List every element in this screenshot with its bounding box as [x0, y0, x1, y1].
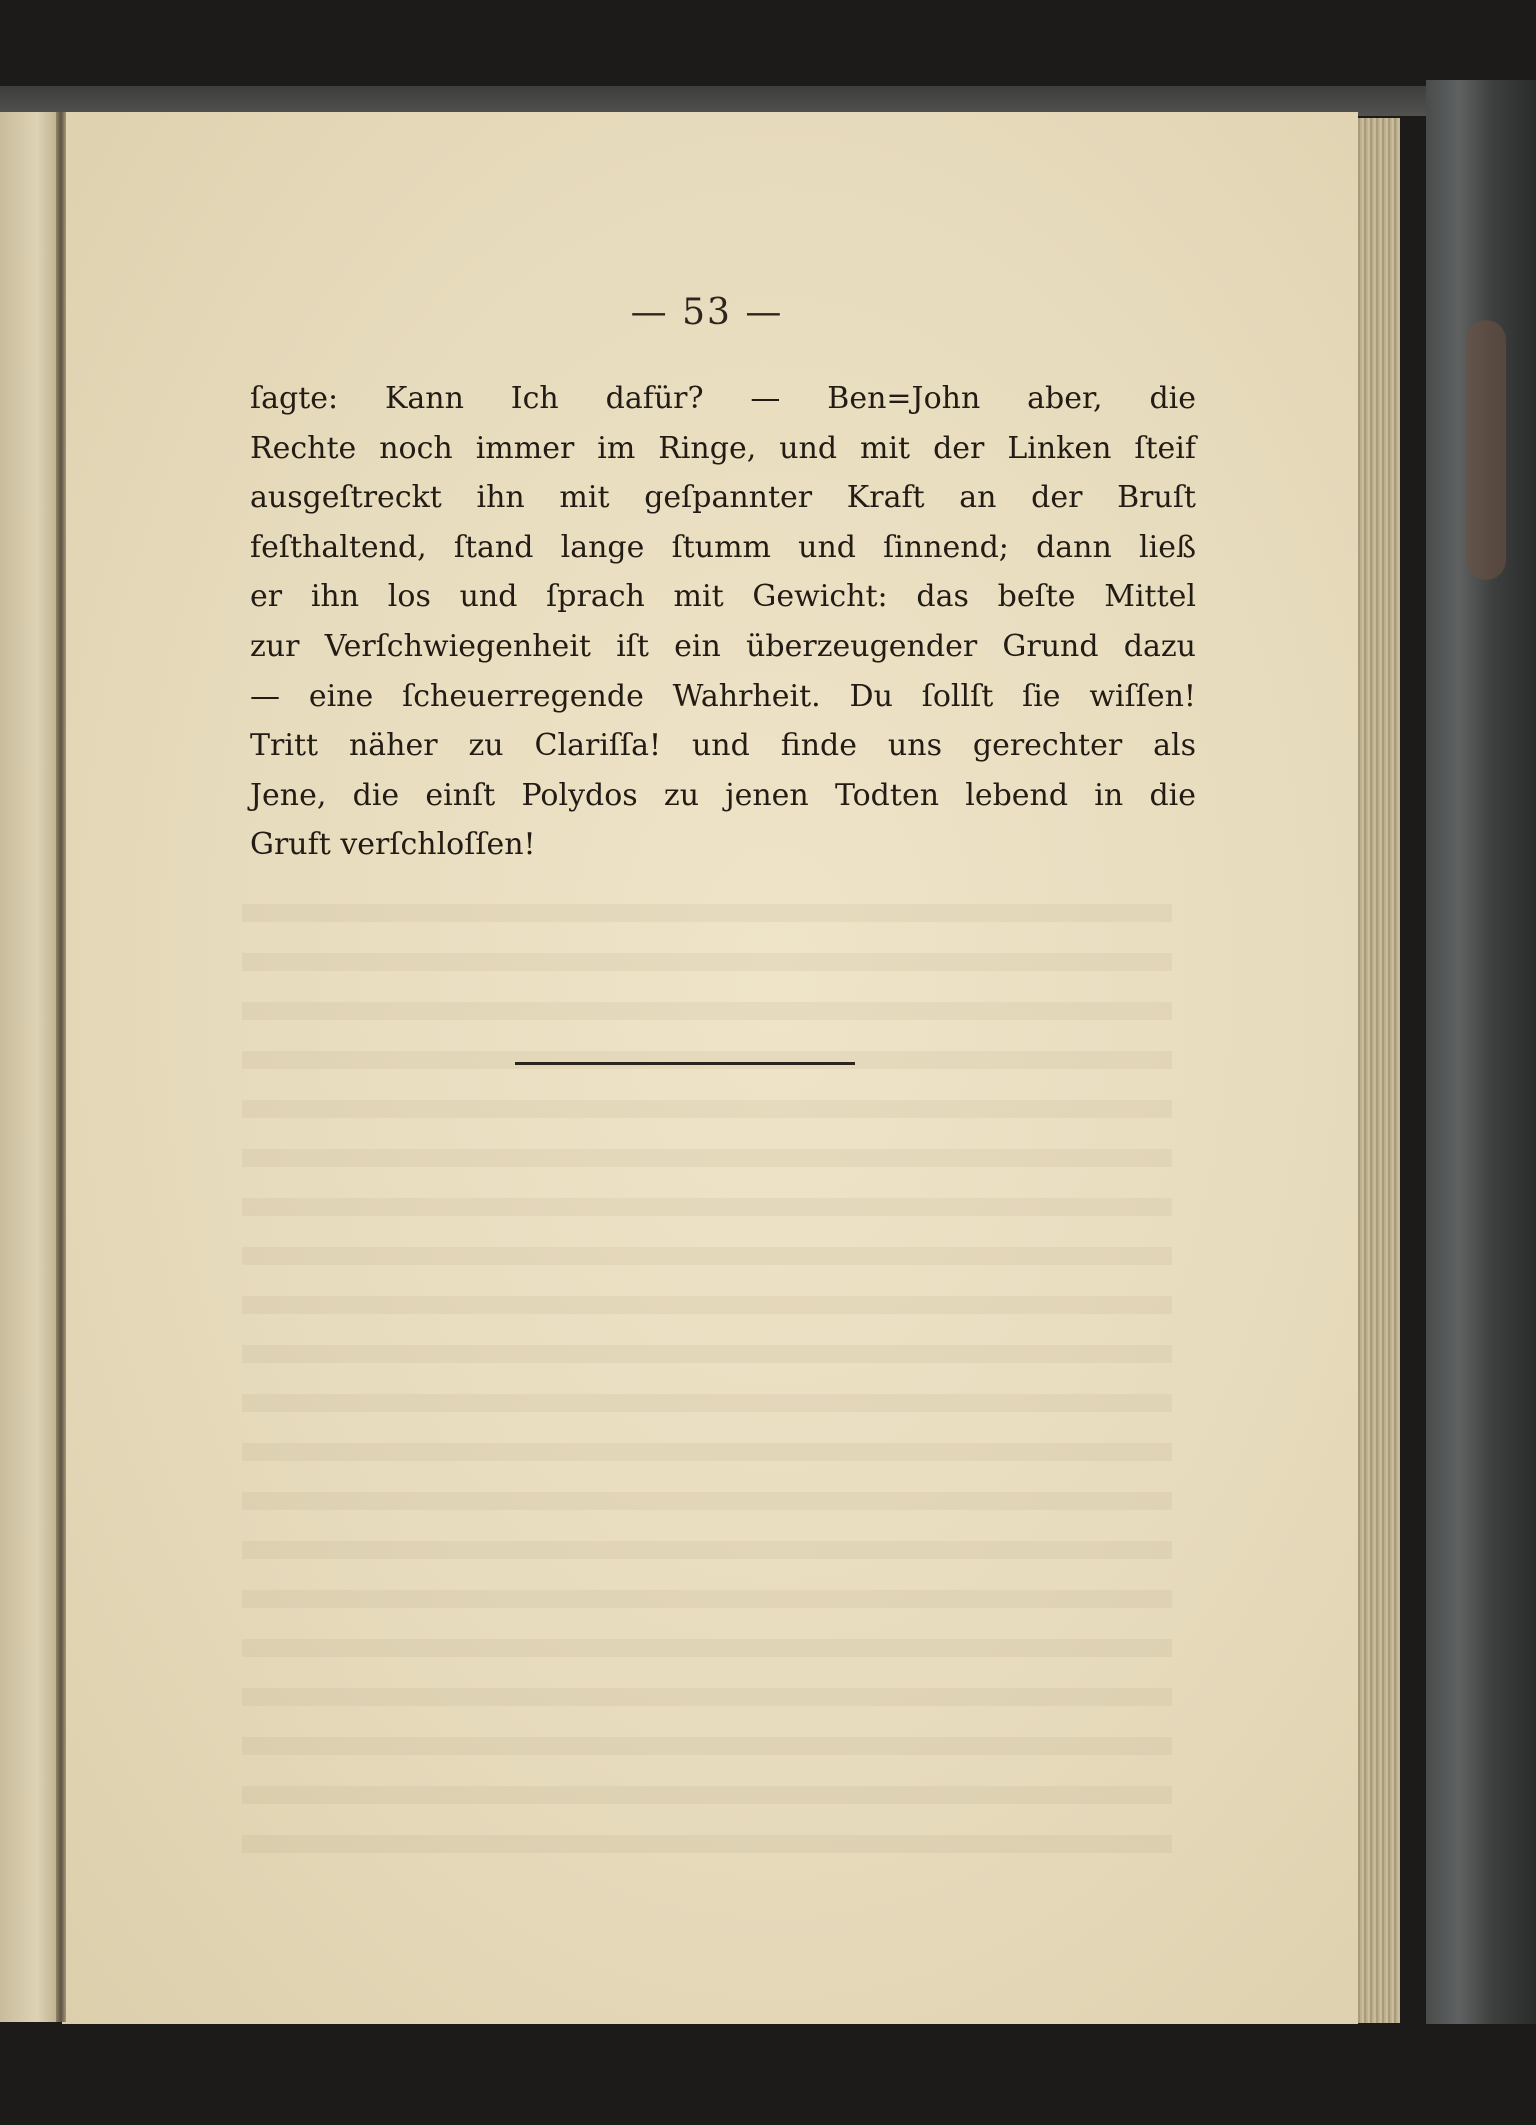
text-line: ausgeſtreckt ihn mit geſpannter Kraft an der Bruſt — [250, 480, 1196, 516]
body-text — [250, 374, 1196, 870]
text-line: er ihn los und ſprach mit Gewicht: das beſte Mittel — [250, 579, 1196, 615]
show-through-text — [242, 882, 1172, 1882]
section-end-rule — [515, 1062, 855, 1065]
page-gutter — [56, 112, 66, 2022]
text-line: Rechte noch immer im Ringe, und mit der Linken ſteif — [250, 430, 1196, 466]
scan-background — [0, 2024, 1536, 2125]
text-line: feſthaltend, ſtand lange ſtumm und ſinnend; dann ließ — [250, 529, 1196, 565]
book-cover-board — [1426, 80, 1536, 2040]
page-block-edge — [1355, 118, 1400, 2023]
text-line: zur Verſchwiegenheit iſt ein überzeugender Grund dazu — [250, 628, 1196, 664]
text-line: — eine ſcheuerregende Wahrheit. Du ſollſt ſie wiſſen! — [250, 678, 1196, 714]
text-line: Gruft verſchloſſen! — [250, 827, 536, 863]
text-line: Tritt näher zu Clariſſa! und finde uns gerechter als — [250, 728, 1196, 764]
text-line: ſagte: Kann Ich dafür? — Ben=John aber, die — [250, 381, 1196, 416]
text-line: Jene, die einſt Polydos zu jenen Todten lebend in die — [250, 777, 1196, 813]
cover-wear-mark — [1466, 320, 1506, 580]
page-number: — 53 — — [630, 292, 784, 333]
facing-page-edge — [0, 112, 62, 2022]
book-page — [62, 112, 1358, 2024]
